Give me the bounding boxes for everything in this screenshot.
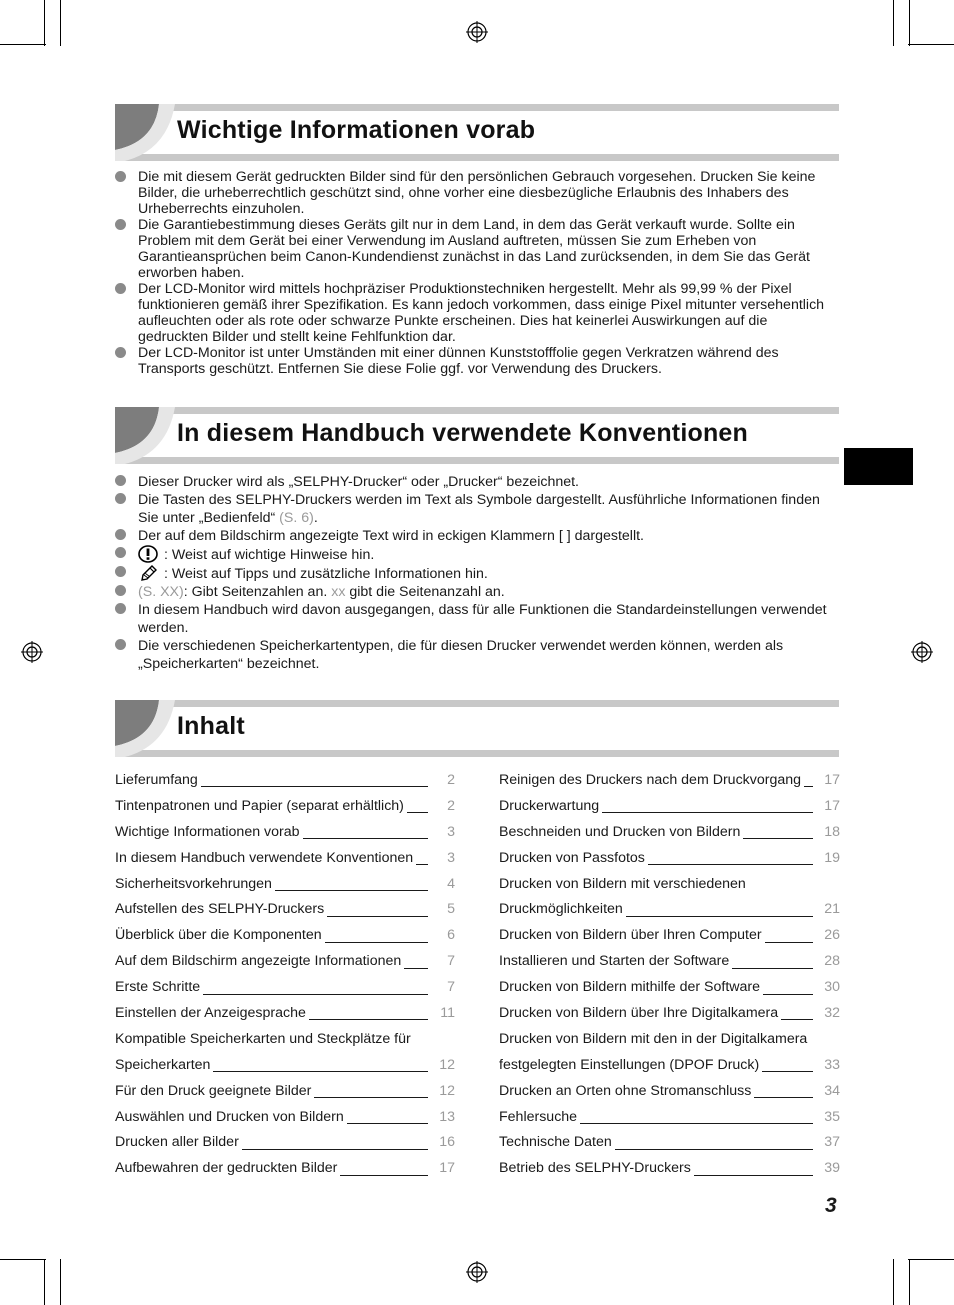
list-item	[115, 564, 840, 583]
heading-corner-icon	[115, 407, 175, 464]
toc-entry-label: Aufstellen des SELPHY-Druckers	[115, 901, 325, 918]
bullet-text: Die Garantiebestimmung dieses Geräts gilt nur in dem Land, in dem das Gerät verkauft wurde. Sollte ein Problem mit dem Gerät bei einer Verwendung im Ausland auftreten, müssen Sie zum Erheben von Garantieansprüchen beim Canon-Kundendienst zunächst in das Land zurücksenden, in dem Sie das Gerät erworben haben.	[138, 217, 810, 281]
list-item	[115, 491, 840, 527]
crop-mark	[60, 0, 61, 46]
toc-leader-line	[314, 1097, 428, 1098]
toc-entry[interactable]	[499, 1104, 840, 1130]
list-item	[115, 217, 840, 281]
list-item	[115, 281, 840, 345]
toc-entry[interactable]	[499, 1052, 840, 1078]
bullet-icon	[115, 529, 126, 540]
toc-leader-line	[762, 1071, 813, 1072]
toc-leader-line	[765, 942, 813, 943]
bullet-text: Die verschiedenen Speicherkartentypen, die für diesen Drucker verwendet werden können, werden als „Speicherkarten“ bezeichnet.	[138, 638, 784, 672]
heading-corner-icon	[115, 104, 175, 161]
bullet-icon	[115, 283, 126, 294]
list-item	[115, 545, 840, 564]
crop-mark	[909, 0, 910, 46]
toc-entry[interactable]	[115, 819, 455, 845]
toc-left-column	[115, 767, 455, 1181]
pencil-icon	[138, 564, 158, 582]
list-item	[115, 527, 840, 545]
toc-entry-label: Drucken von Bildern mit den in der Digitalkamera	[499, 1030, 808, 1047]
toc-entry[interactable]	[499, 1000, 840, 1026]
toc-entry-page: 34	[824, 1082, 840, 1099]
bullet-text-end: .	[313, 510, 318, 526]
crop-mark	[0, 1259, 46, 1260]
toc-entry-page: 17	[439, 1160, 455, 1177]
section-heading-important	[115, 104, 839, 161]
toc-entry[interactable]	[115, 1026, 455, 1052]
toc-entry[interactable]	[499, 922, 840, 948]
heading-corner-icon	[115, 700, 175, 757]
page-reference: (S. 6)	[279, 510, 314, 526]
toc-entry-page: 30	[824, 979, 840, 996]
heading-bar-top	[115, 104, 839, 111]
bullet-icon	[115, 219, 126, 230]
toc-entry[interactable]	[499, 819, 840, 845]
toc-entry-label: Sicherheitsvorkehrungen	[115, 875, 272, 892]
toc-leader-line	[203, 994, 428, 995]
bullet-icon	[115, 566, 126, 577]
crop-mark	[893, 0, 894, 46]
bullet-text: : Weist auf Tipps und zusätzliche Informationen hin.	[164, 566, 488, 582]
placeholder-xx: xx	[331, 584, 346, 600]
bullet-text: Der LCD-Monitor ist unter Umständen mit einer dünnen Kunststofffolie gegen Verkratzen während des Transports geschützt. Entfernen Sie diese Folie ggf. vor Verwendung des Druckers.	[138, 345, 779, 377]
toc-entry-page: 32	[824, 1004, 840, 1021]
toc-entry-page: 5	[447, 901, 455, 918]
toc-entry-page: 11	[440, 1004, 455, 1021]
toc-entry-page: 37	[824, 1134, 840, 1151]
page-reference: (S. XX)	[138, 584, 184, 600]
bullet-text: Die Tasten des SELPHY-Druckers werden im Text als Symbole dargestellt. Ausführliche Informationen finden Sie unter „Bedienfeld“	[138, 492, 820, 526]
bullet-icon	[115, 585, 126, 596]
toc-right-column	[499, 767, 840, 1181]
chapter-tab	[844, 448, 913, 485]
toc-entry-label: festgelegten Einstellungen (DPOF Druck)	[499, 1056, 760, 1073]
toc-entry[interactable]	[115, 922, 455, 948]
toc-entry[interactable]	[499, 845, 840, 871]
toc-leader-line	[213, 1071, 428, 1072]
toc-entry-label: Aufbewahren der gedruckten Bilder	[115, 1160, 338, 1177]
toc-entry-page: 7	[447, 979, 455, 996]
toc-entry[interactable]	[115, 948, 455, 974]
toc-entry-page: 12	[439, 1082, 455, 1099]
list-item	[115, 345, 840, 377]
toc-entry-label: Für den Druck geeignete Bilder	[115, 1082, 312, 1099]
bullet-icon	[115, 547, 126, 558]
section-title: Inhalt	[177, 712, 245, 740]
toc-entry-page: 2	[447, 797, 455, 814]
toc-leader-line	[763, 994, 813, 995]
registration-mark-icon	[21, 641, 43, 663]
toc-leader-line	[407, 812, 428, 813]
important-bullet-list	[115, 169, 840, 377]
toc-entry-label: Beschneiden und Drucken von Bildern	[499, 823, 741, 840]
toc-leader-line	[303, 838, 428, 839]
toc-entry-label: Überblick über die Komponenten	[115, 927, 322, 944]
toc-entry-label: Drucken von Bildern über Ihren Computer	[499, 927, 762, 944]
bullet-icon	[115, 347, 126, 358]
toc-leader-line	[242, 1149, 428, 1150]
toc-entry[interactable]	[499, 948, 840, 974]
registration-mark-icon	[911, 641, 933, 663]
crop-mark	[908, 44, 954, 45]
toc-entry-label: Drucken von Passfotos	[499, 849, 645, 866]
bullet-text: In diesem Handbuch wird davon ausgegangen, dass für alle Funktionen die Standardeinstellungen verwendet werden.	[138, 602, 827, 636]
toc-entry[interactable]	[499, 1155, 840, 1181]
page-number: 3	[825, 1194, 837, 1217]
toc-entry-page: 17	[824, 797, 840, 814]
toc-entry-page: 39	[824, 1160, 840, 1177]
toc-entry[interactable]	[499, 793, 840, 819]
bullet-text-end: gibt die Seitenanzahl an.	[345, 584, 505, 600]
toc-entry-page: 2	[447, 771, 455, 788]
toc-entry-label: Lieferumfang	[115, 771, 198, 788]
toc-entry-page: 13	[439, 1108, 455, 1125]
toc-entry-page: 28	[824, 953, 840, 970]
toc-entry[interactable]	[499, 1078, 840, 1104]
toc-entry-page: 35	[824, 1108, 840, 1125]
toc-entry-label: Einstellen der Anzeigesprache	[115, 1004, 306, 1021]
toc-entry[interactable]	[115, 871, 455, 897]
toc-leader-line	[694, 1175, 813, 1176]
heading-bar-bottom	[115, 750, 839, 757]
heading-bar-bottom	[115, 457, 839, 464]
toc-leader-line	[743, 838, 813, 839]
toc-entry-label: Drucken an Orten ohne Stromanschluss	[499, 1082, 752, 1099]
toc-entry[interactable]	[115, 1052, 455, 1078]
toc-entry[interactable]	[499, 767, 840, 793]
section-title: Wichtige Informationen vorab	[177, 116, 536, 144]
toc-entry[interactable]	[499, 896, 840, 922]
toc-entry-page: 26	[824, 927, 840, 944]
heading-bar-bottom	[115, 154, 839, 161]
toc-leader-line	[416, 864, 428, 865]
toc-leader-line	[781, 1019, 813, 1020]
list-item	[115, 637, 840, 673]
bullet-icon	[115, 603, 126, 614]
toc-leader-line	[580, 1123, 813, 1124]
toc-leader-line	[327, 916, 428, 917]
toc-leader-line	[201, 786, 428, 787]
toc-entry[interactable]	[115, 845, 455, 871]
bullet-text: Die mit diesem Gerät gedruckten Bilder sind für den persönlichen Gebrauch vorgesehen. Drucken Sie keine Bilder, die urheberrechtlich geschützt sind, ohne vorher eine diesbezügliche Erlaubnis des Inhabers des Urheberrechts einzuholen.	[138, 169, 816, 217]
toc-entry-page: 3	[447, 823, 455, 840]
toc-entry[interactable]	[115, 1078, 455, 1104]
toc-entry-page: 17	[824, 771, 840, 788]
crop-mark	[44, 1259, 45, 1305]
section-title: In diesem Handbuch verwendete Konventionen	[177, 419, 748, 447]
toc-leader-line	[602, 812, 813, 813]
toc-entry[interactable]	[499, 1129, 840, 1155]
heading-bar-top	[115, 407, 839, 414]
toc-entry-page: 12	[439, 1056, 455, 1073]
toc-leader-line	[804, 786, 813, 787]
toc-entry[interactable]	[115, 1155, 455, 1181]
toc-entry[interactable]	[499, 974, 840, 1000]
toc-entry-label: Technische Daten	[499, 1134, 612, 1151]
crop-mark	[908, 1259, 954, 1260]
toc-entry-label: Tintenpatronen und Papier (separat erhältlich)	[115, 797, 404, 814]
toc-leader-line	[648, 864, 813, 865]
list-item	[115, 583, 840, 601]
toc-entry-page: 18	[824, 823, 840, 840]
crop-mark	[0, 44, 46, 45]
toc-entry-label: Fehlersuche	[499, 1108, 578, 1125]
section-heading-conventions	[115, 407, 839, 464]
toc-entry-page: 6	[447, 927, 455, 944]
toc-entry-label: Drucken von Bildern über Ihre Digitalkamera	[499, 1004, 779, 1021]
toc-entry[interactable]	[115, 896, 455, 922]
conventions-bullet-list	[115, 473, 840, 673]
bullet-icon	[115, 475, 126, 486]
registration-mark-icon	[466, 1261, 488, 1283]
bullet-text: : Weist auf wichtige Hinweise hin.	[164, 547, 375, 563]
toc-entry-label: Speicherkarten	[115, 1056, 211, 1073]
section-heading-contents	[115, 700, 839, 757]
toc-entry[interactable]	[115, 793, 455, 819]
toc-entry-label: Wichtige Informationen vorab	[115, 823, 300, 840]
toc-leader-line	[626, 916, 813, 917]
toc-leader-line	[404, 968, 428, 969]
toc-entry-page: 7	[447, 953, 455, 970]
bullet-text: Dieser Drucker wird als „SELPHY-Drucker“ oder „Drucker“ bezeichnet.	[138, 474, 579, 490]
toc-entry-label: Druckerwartung	[499, 797, 600, 814]
crop-mark	[60, 1259, 61, 1305]
bullet-icon	[115, 639, 126, 650]
list-item	[115, 601, 840, 637]
warning-exclamation-icon	[138, 545, 158, 563]
crop-mark	[909, 1259, 910, 1305]
toc-entry-page: 3	[447, 849, 455, 866]
toc-entry[interactable]	[115, 767, 455, 793]
bullet-text: : Gibt Seitenzahlen an.	[183, 584, 332, 600]
toc-entry[interactable]	[115, 974, 455, 1000]
toc-entry-label: Reinigen des Druckers nach dem Druckvorgang	[499, 771, 802, 788]
toc-entry-label: Kompatible Speicherkarten und Steckplätze für	[115, 1030, 411, 1047]
heading-bar-top	[115, 700, 839, 707]
toc-entry-label: Druckmöglichkeiten	[499, 901, 623, 918]
toc-entry[interactable]	[115, 1129, 455, 1155]
toc-entry-page: 4	[447, 875, 455, 892]
bullet-text: Der LCD-Monitor wird mittels hochpräziser Produktionstechniken hergestellt. Mehr als 99,99 % der Pixel funktionieren gemäß ihrer Spezifikation. Es kann jedoch vorkommen, dass einige Pixel mitunter versehentlich aufleuchten oder als rote oder schwarze Punkte erscheinen. Dies hat keinerlei Auswirkungen auf die gedruckten Bilder und stellt keine Fehlfunktion dar.	[138, 281, 825, 345]
toc-entry-label: Erste Schritte	[115, 979, 201, 996]
toc-entry-label: Drucken aller Bilder	[115, 1134, 239, 1151]
toc-entry-label: Drucken von Bildern mit verschiedenen	[499, 875, 746, 892]
toc-entry[interactable]	[499, 1026, 840, 1052]
crop-mark	[893, 1259, 894, 1305]
list-item	[115, 169, 840, 217]
toc-entry-page: 16	[439, 1134, 455, 1151]
toc-entry-page: 33	[824, 1056, 840, 1073]
toc-leader-line	[325, 942, 428, 943]
toc-entry-page: 21	[824, 901, 840, 918]
toc-leader-line	[754, 1097, 813, 1098]
list-item	[115, 473, 840, 491]
toc-entry-label: Drucken von Bildern mithilfe der Software	[499, 979, 761, 996]
toc-entry[interactable]	[115, 1104, 455, 1130]
bullet-icon	[115, 171, 126, 182]
registration-mark-icon	[466, 21, 488, 43]
toc-entry-label: Installieren und Starten der Software	[499, 953, 730, 970]
toc-leader-line	[732, 968, 813, 969]
toc-entry-label: Betrieb des SELPHY-Druckers	[499, 1160, 691, 1177]
toc-entry-label: Auf dem Bildschirm angezeigte Informationen	[115, 953, 402, 970]
toc-leader-line	[347, 1123, 428, 1124]
toc-leader-line	[309, 1019, 428, 1020]
toc-leader-line	[615, 1149, 813, 1150]
toc-leader-line	[275, 890, 428, 891]
toc-entry[interactable]	[499, 871, 840, 897]
bullet-text: Der auf dem Bildschirm angezeigte Text wird in eckigen Klammern [ ] dargestellt.	[138, 528, 644, 544]
bullet-icon	[115, 493, 126, 504]
toc-entry[interactable]	[115, 1000, 455, 1026]
toc-entry-page: 19	[824, 849, 840, 866]
crop-mark	[44, 0, 45, 46]
toc-leader-line	[340, 1175, 428, 1176]
toc-entry-label: Auswählen und Drucken von Bildern	[115, 1108, 344, 1125]
toc-entry-label: In diesem Handbuch verwendete Konventionen	[115, 849, 414, 866]
